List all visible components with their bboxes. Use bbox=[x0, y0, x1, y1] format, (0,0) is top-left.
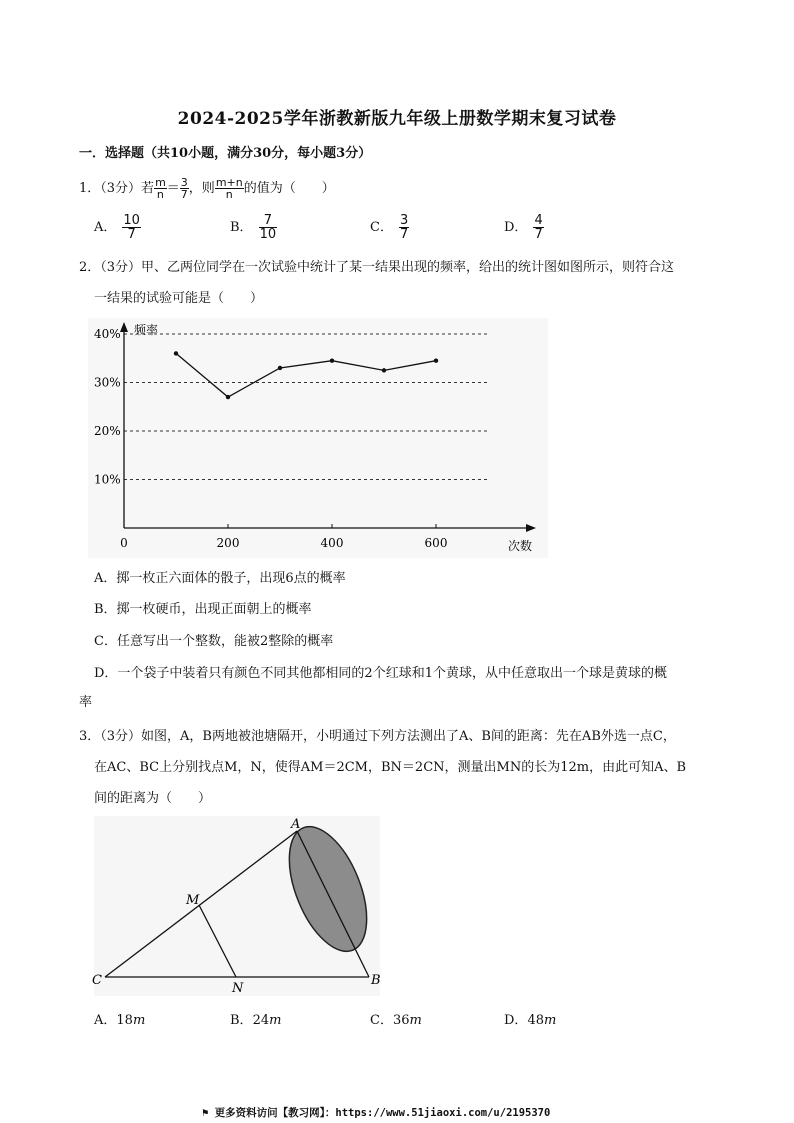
q2-option-d-wrap: 率 bbox=[79, 695, 93, 710]
data-point bbox=[330, 358, 334, 362]
q1-option-b[interactable]: B． $\frac{7}{10}$ bbox=[230, 213, 277, 242]
y-tick-label: 10% bbox=[94, 472, 121, 487]
point-label-b: B bbox=[371, 973, 381, 988]
point-label-n: N bbox=[232, 981, 244, 996]
q2-option-b[interactable]: B．掷一枚硬币，出现正面朝上的概率 bbox=[94, 602, 312, 617]
q1-tail: 的值为（ ） bbox=[243, 181, 335, 196]
q3-stem-line1: 3．（3分）如图，A，B两地被池塘隔开，小明通过下列方法测出了A、B间的距离：先在AB外选一点C， bbox=[79, 729, 676, 744]
q2-option-a[interactable]: A．掷一枚正六面体的骰子，出现6点的概率 bbox=[94, 571, 346, 586]
chart-background bbox=[88, 318, 548, 558]
question-1 bbox=[79, 177, 335, 200]
section-heading: 一．选择题（共10小题，满分30分，每小题3分） bbox=[79, 146, 372, 161]
q1-option-d-frac: $\frac{4}{7}$ bbox=[534, 213, 543, 242]
q1-option-d[interactable]: D． $\frac{4}{7}$ bbox=[504, 213, 543, 242]
q3-option-a[interactable]: A．18m bbox=[94, 1013, 146, 1028]
data-point bbox=[226, 395, 230, 399]
data-point bbox=[434, 358, 438, 362]
q1-option-c-frac: $\frac{3}{7}$ bbox=[399, 213, 409, 242]
y-tick-label: 30% bbox=[94, 375, 121, 390]
q1-then: ，则 bbox=[188, 181, 215, 196]
q1-option-a-frac: $\frac{10}{7}$ bbox=[123, 213, 140, 242]
point-label-c: C bbox=[92, 973, 102, 988]
q2-option-d[interactable]: D．一个袋子中装着只有颜色不同其他都相同的2个红球和1个黄球，从中任意取出一个球是黄球的概 bbox=[94, 666, 667, 681]
q1-frac-3-7: $\frac{3}{7}$ bbox=[180, 176, 188, 201]
y-axis-title: 频率 bbox=[134, 323, 159, 337]
data-point bbox=[382, 368, 386, 372]
data-point bbox=[278, 366, 282, 370]
page-title: 2024-2025学年浙教新版九年级上册数学期末复习试卷 bbox=[177, 109, 617, 129]
x-tick-label: 200 bbox=[216, 536, 240, 550]
q1-number: 1． bbox=[79, 181, 101, 196]
x-axis-title: 次数 bbox=[508, 539, 533, 553]
q2-stem-line2: 一结果的试验可能是（ ） bbox=[94, 291, 264, 306]
geometry-figure bbox=[88, 812, 388, 997]
x-tick-label: 600 bbox=[424, 536, 448, 550]
data-point bbox=[174, 351, 178, 355]
q1-frac-m-n: $\frac{m}{n}$ bbox=[155, 176, 166, 201]
y-tick-label: 40% bbox=[94, 327, 121, 341]
y-tick-label: 20% bbox=[94, 424, 121, 438]
q3-stem-line2: 在AC、BC上分别找点M，N，使得AM＝2CM，BN＝2CN，测量出MN的长为12m，由此可知A、B bbox=[94, 760, 687, 775]
q3-stem-line3: 间的距离为（ ） bbox=[94, 791, 212, 806]
point-label-m: M bbox=[186, 893, 200, 908]
q3-option-c[interactable]: C．36m bbox=[370, 1013, 422, 1028]
q1-option-b-frac: $\frac{7}{10}$ bbox=[259, 213, 277, 242]
q3-option-b[interactable]: B．24m bbox=[230, 1013, 282, 1028]
q1-frac-mn-n: $\frac{m+n}{n}$ bbox=[215, 176, 243, 201]
point-label-a: A bbox=[291, 817, 301, 832]
q1-equals: ＝ bbox=[166, 181, 180, 196]
q1-option-c[interactable]: C． $\frac{3}{7}$ bbox=[370, 213, 409, 242]
q1-score: （3分）若 bbox=[100, 181, 155, 196]
footer-link[interactable]: ⚑ 更多资料访问【教习网】：https://www.51jiaoxi.com/u/2195370 bbox=[202, 1107, 551, 1119]
q1-option-a[interactable]: A． $\frac{10}{7}$ bbox=[94, 213, 140, 242]
q2-option-c[interactable]: C．任意写出一个整数，能被2整除的概率 bbox=[94, 634, 334, 649]
x-tick-label: 400 bbox=[320, 536, 344, 550]
x-tick-label: 0 bbox=[120, 536, 128, 550]
q3-option-d[interactable]: D．48m bbox=[504, 1013, 557, 1028]
frequency-chart bbox=[88, 318, 548, 558]
q2-stem-line1: 2．（3分）甲、乙两位同学在一次试验中统计了某一结果出现的频率，给出的统计图如图所示，则符合这 bbox=[79, 260, 675, 275]
